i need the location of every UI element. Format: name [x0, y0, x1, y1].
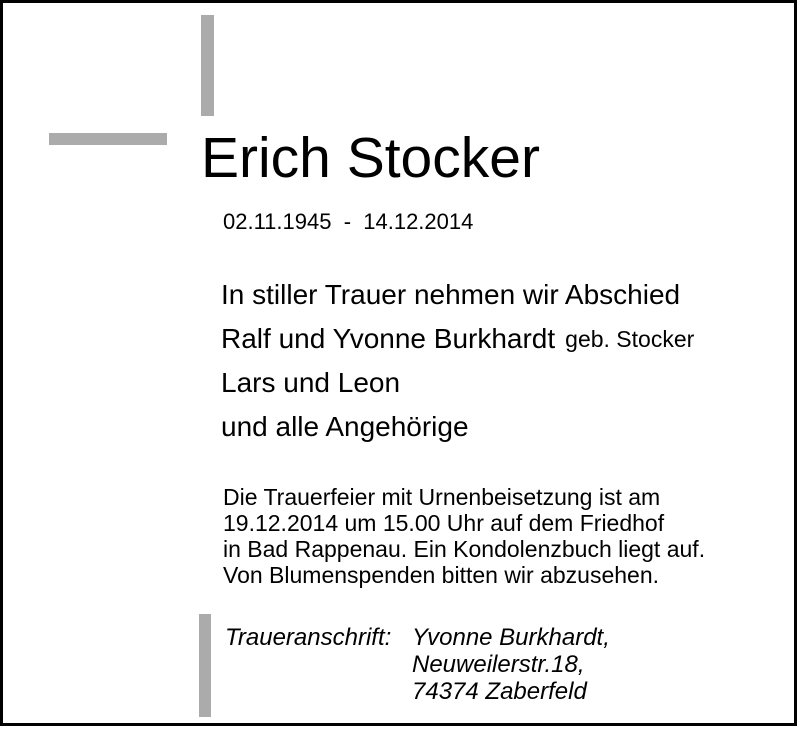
condolence-address-block	[3, 614, 797, 724]
life-dates: 02.11.1945 - 14.12.2014	[223, 209, 474, 234]
cross-horizontal-bar	[49, 133, 167, 145]
mourning-line	[221, 361, 694, 405]
funeral-info-line: Die Trauerfeier mit Urnenbeisetzung ist am	[223, 484, 661, 510]
condolence-address-line: 74374 Zaberfeld	[412, 678, 587, 705]
deceased-name: Erich Stocker	[201, 126, 540, 190]
condolence-address-line: Yvonne Burkhardt,	[412, 624, 610, 651]
mourning-line-text: In stiller Trauer nehmen wir Abschied	[221, 279, 681, 310]
cross-vertical-bar	[201, 15, 214, 116]
mourning-line	[221, 273, 694, 317]
condolence-address-line: Neuweilerstr.18,	[412, 651, 585, 678]
maiden-name-suffix: geb. Stocker	[565, 325, 695, 352]
mourning-line	[221, 405, 694, 449]
mourning-text-block	[221, 273, 694, 449]
mourning-line-text: und alle Angehörige	[221, 411, 469, 442]
funeral-info-line: in Bad Rappenau. Ein Kondolenzbuch liegt auf.	[223, 536, 706, 562]
condolence-address-lines	[412, 624, 610, 705]
condolence-accent-bar	[199, 614, 211, 717]
funeral-info-block	[223, 484, 705, 588]
mourning-line	[221, 317, 694, 361]
funeral-info-line: 19.12.2014 um 15.00 Uhr auf dem Friedhof	[223, 510, 665, 536]
condolence-address-label: Traueranschrift:	[225, 624, 392, 651]
funeral-info-line: Von Blumenspenden bitten wir abzusehen.	[223, 562, 660, 588]
mourning-line-text: Lars und Leon	[221, 367, 401, 398]
mourning-line-text: Ralf und Yvonne Burkhardt	[221, 323, 556, 354]
